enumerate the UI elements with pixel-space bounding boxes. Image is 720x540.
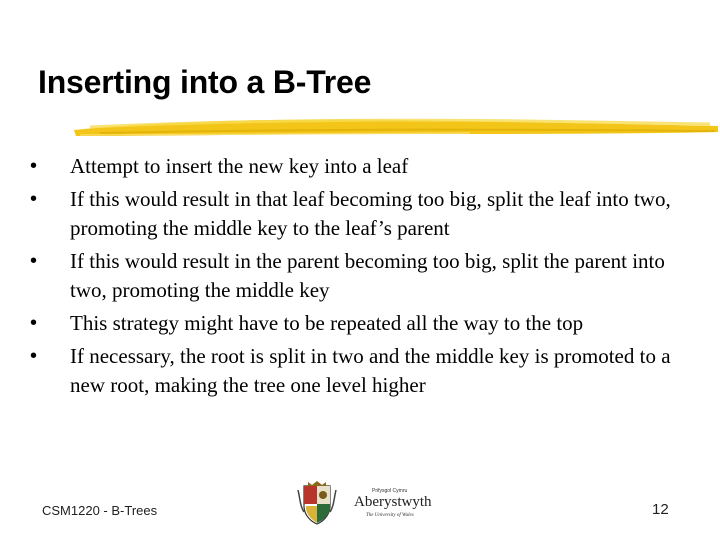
bullet-marker: • [30,188,38,210]
bullet-text: This strategy might have to be repeated all the way to the top [70,311,584,335]
logo-bottom-text: The University of Wales [366,513,414,518]
logo-top-text: Prifysgol Cymru [372,488,408,494]
university-logo [296,480,438,526]
bullet-marker: • [30,155,38,177]
logo-name-text: Aberystwyth [354,494,432,510]
slide-title: Inserting into a B-Tree [38,64,372,100]
bullet-text: If this would result in the parent becoming too big, split the parent into two, promoting the middle key [70,249,665,302]
bullet-marker: • [30,250,38,272]
footer-course-label: CSM1220 - B-Trees [42,503,158,518]
bullet-item [28,247,688,305]
title-underline-brushstroke [70,112,720,142]
bullet-item [28,309,688,338]
bullet-item [28,185,688,243]
bullet-marker: • [30,345,38,367]
bullet-text: If necessary, the root is split in two and the middle key is promoted to a new root, making the tree one level higher [70,344,671,397]
page-number: 12 [652,501,669,518]
bullet-marker: • [30,312,38,334]
bullet-text: Attempt to insert the new key into a leaf [70,154,409,178]
bullet-list [28,152,688,404]
university-crest-icon [298,481,336,524]
bullet-item [28,342,688,400]
bullet-item [28,152,688,181]
bullet-text: If this would result in that leaf becoming too big, split the leaf into two, promoting the middle key to the leaf’s parent [70,187,671,240]
